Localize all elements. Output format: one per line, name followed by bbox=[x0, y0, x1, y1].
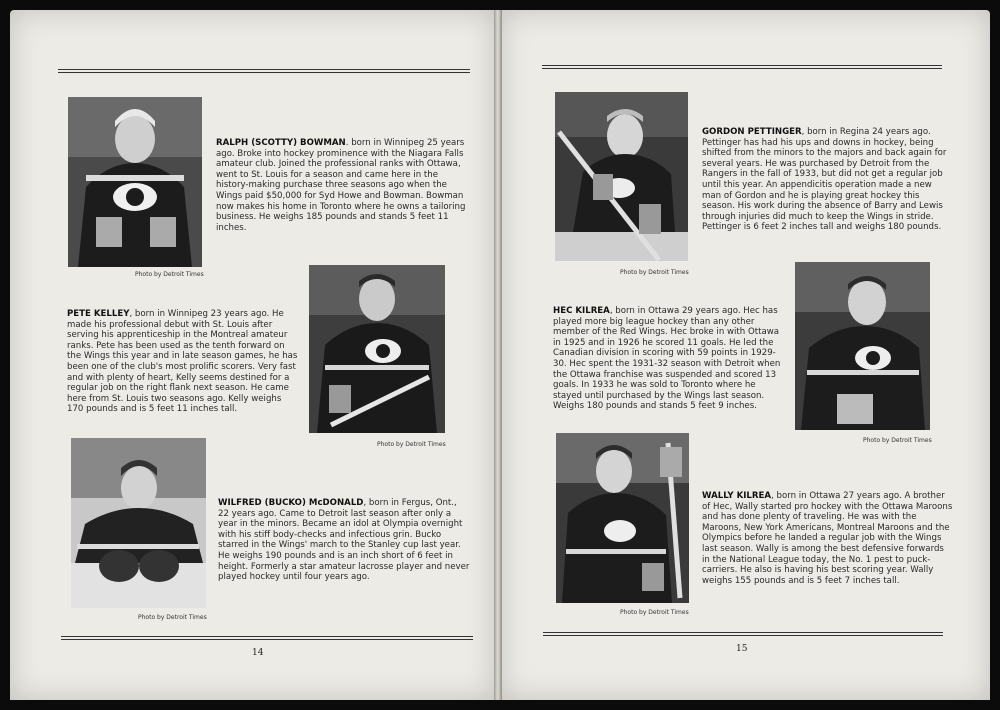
photo-credit: Photo by Detroit Times bbox=[135, 271, 204, 278]
page-number-right: 15 bbox=[736, 644, 748, 654]
photo-credit: Photo by Detroit Times bbox=[620, 609, 689, 616]
player-description: , born in Fergus, Ont., 22 years ago. Came to Detroit last season after only a year in the minors. Became an idol at Olympia overnight with his stiff body-checks and infectious grin. Bucko starred in the Wings' march to the Stanley cup last year. He weighs 190 pounds and is an inch short of 6 feet in height. Formerly a star amateur lacrosse player and never played hockey until four years ago. bbox=[218, 498, 470, 583]
photo-credit: Photo by Detroit Times bbox=[863, 437, 932, 444]
player-name: HEC KILREA bbox=[553, 306, 610, 316]
player-name: WILFRED (BUCKO) McDONALD bbox=[218, 498, 364, 508]
right-bottom-rule bbox=[543, 632, 943, 633]
player-bio-kelley bbox=[67, 309, 299, 415]
player-name: RALPH (SCOTTY) BOWMAN bbox=[216, 138, 346, 148]
player-photo-bowman bbox=[68, 97, 202, 267]
player-description: . born in Winnipeg 25 years ago. Broke into hockey prominence with the Niagara Falls amateur club. Joined the professional ranks with Ottawa, went to St. Louis for a season and came here in the history-making purchase three seasons ago when the Wings paid $50,000 for Syd Howe and Bowman. Bowman now makes his home in Toronto where he owns a tailoring business. He weighs 185 pounds and stands 5 feet 11 inches. bbox=[216, 138, 466, 233]
photo-credit: Photo by Detroit Times bbox=[138, 614, 207, 621]
player-name: GORDON PETTINGER bbox=[702, 127, 802, 137]
book-gutter bbox=[494, 10, 502, 700]
player-description: , born in Regina 24 years ago. Pettinger has had his ups and downs in hockey, being shifted from the minors to the majors and back again for several years. He was purchased by Detroit from the Rangers in the fall of 1933, but did not get a regular job until this year. An appendicitis operation made a new man of Gordon and he is playing great hockey this season. His work during the absence of Barry and Lewis through injuries did much to keep the Wings in stride. Pettinger is 6 feet 2 inches tall and weighs 180 pounds. bbox=[702, 127, 947, 233]
photo-credit: Photo by Detroit Times bbox=[377, 441, 446, 448]
player-photo-kelley bbox=[309, 265, 445, 433]
player-bio-hec-kilrea bbox=[553, 306, 785, 412]
left-bottom-rule bbox=[61, 636, 473, 637]
player-photo-wally-kilrea bbox=[556, 433, 689, 603]
player-bio-pettinger bbox=[702, 127, 952, 233]
player-photo-mcdonald bbox=[71, 438, 206, 608]
player-photo-pettinger bbox=[555, 92, 688, 261]
player-bio-bowman bbox=[216, 138, 468, 233]
player-description: , born in Winnipeg 23 years ago. He made his professional debut with St. Louis after serving his apprenticeship in the Montreal amateur ranks. Pete has been used as the tenth forward on the Wings this year and in late season games, he has been one of the club's most prolific scorers. Very fast and with plenty of heart, Kelly seems destined for a regular job on the right flank next season. He came here from St. Louis two seasons ago. Kelly weighs 170 pounds and is 5 feet 11 inches tall. bbox=[67, 309, 298, 415]
player-bio-mcdonald bbox=[218, 498, 470, 583]
photo-credit: Photo by Detroit Times bbox=[620, 269, 689, 276]
player-bio-wally-kilrea bbox=[702, 491, 954, 586]
page-number-left: 14 bbox=[252, 648, 264, 658]
player-photo-hec-kilrea bbox=[795, 262, 930, 430]
player-description: , born in Ottawa 27 years ago. A brother of Hec, Wally started pro hockey with the Ottawa Maroons and has done plenty of traveling. He was with the Maroons, New York Americans, Montreal Maroons and the Olympics before he landed a regular job with the Wings last season. Wally is among the best defensive forwards in the National League today, the No. 1 pest to puck-carriers. He also is having his best scoring year. Wally weighs 155 pounds and is 5 feet 7 inches tall. bbox=[702, 491, 953, 586]
player-name: WALLY KILREA bbox=[702, 491, 772, 501]
left-top-rule bbox=[58, 69, 470, 70]
player-name: PETE KELLEY bbox=[67, 309, 130, 319]
right-top-rule bbox=[542, 65, 942, 66]
player-description: , born in Ottawa 29 years ago. Hec has played more big league hockey than any other member of the Red Wings. Hec broke in with Ottawa in 1925 and in 1926 he scored 11 goals. He led the Canadian division in scoring with 59 points in 1929-30. Hec spent the 1931-32 season with Detroit when the Ottawa franchise was suspended and scored 13 goals. In 1933 he was sold to Toronto where he stayed until purchased by the Wings last season. Weighs 180 pounds and stands 5 feet 9 inches. bbox=[553, 306, 781, 412]
